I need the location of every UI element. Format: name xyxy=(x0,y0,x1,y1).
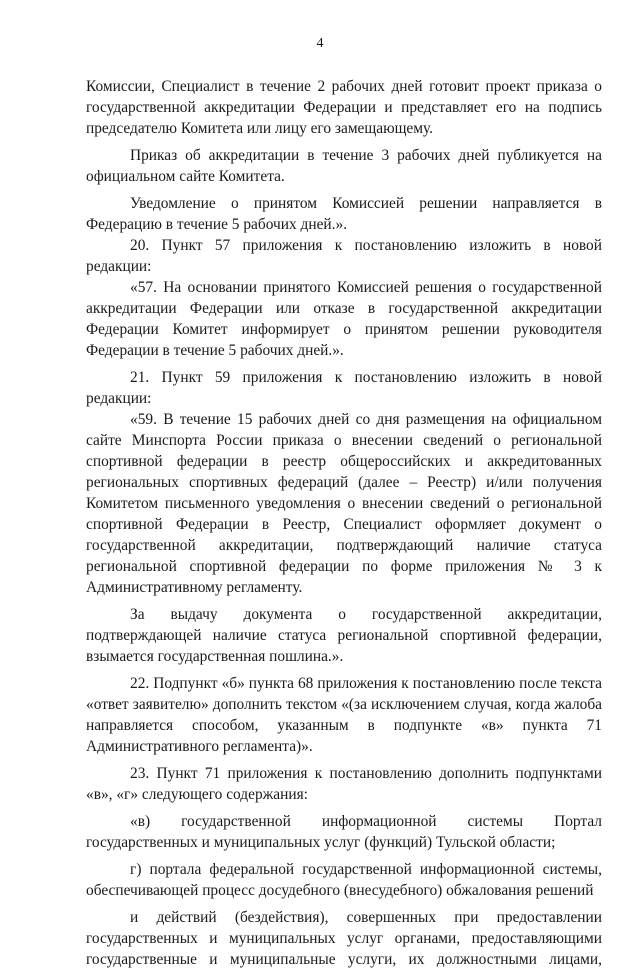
paragraph: «59. В течение 15 рабочих дней со дня размещения на официальном сайте Минспорта России приказа о внесении сведений о региональной спортивной федерации в реестр общероссийских и аккредитованных региональных спортивных федераций (далее – Реестр) и/или получения Комитетом письменного уведомления о внесении сведений о региональной спортивной Федерации в Реестр, Специалист оформляет документ о государственной аккредитации, подтверждающий наличие статуса региональной спортивной федерации по форме приложения № 3 к Административному регламенту. xyxy=(86,411,602,596)
paragraph: г) портала федеральной государственной информационной системы, обеспечивающей процесс досудебного (внесудебного) обжалования решений xyxy=(86,861,602,899)
paragraph: За выдачу документа о государственной аккредитации, подтверждающей наличие статуса региональной спортивной федерации, взымается государственная пошлина.». xyxy=(86,606,602,665)
document-body xyxy=(86,76,602,970)
page-number: 4 xyxy=(316,36,324,51)
paragraph: 22. Подпункт «б» пункта 68 приложения к постановлению после текста «ответ заявителю» дополнить текстом «(за исключением случая, когда жалоба направляется способом, указанным в подпункте «в» пункта 71 Административного регламента)». xyxy=(86,675,602,755)
paragraph: и действий (бездействия), совершенных при предоставлении государственных и муниципальных услуг органами, предоставляющими государственные и муниципальные услуги, их должностными лицами, xyxy=(86,909,602,968)
paragraph: Уведомление о принятом Комиссией решении направляется в Федерацию в течение 5 рабочих дней.». xyxy=(86,195,602,233)
paragraph: 21. Пункт 59 приложения к постановлению изложить в новой редакции: xyxy=(86,369,602,407)
paragraph: «в) государственной информационной системы Портал государственных и муниципальных услуг (функций) Тульской области; xyxy=(86,813,602,851)
paragraph: 23. Пункт 71 приложения к постановлению дополнить подпунктами «в», «г» следующего содержания: xyxy=(86,765,602,803)
paragraph: «57. На основании принятого Комиссией решения о государственной аккредитации Федерации или отказе в государственной аккредитации Федерации Комитет информирует о принятом решении руководителя Федерации в течение 5 рабочих дней.». xyxy=(86,279,602,359)
paragraph: Комиссии, Специалист в течение 2 рабочих дней готовит проект приказа о государственной аккредитации Федерации и представляет его на подпись председателю Комитета или лицу его замещающему. xyxy=(86,78,602,137)
paragraph: Приказ об аккредитации в течение 3 рабочих дней публикуется на официальном сайте Комитета. xyxy=(86,147,602,185)
paragraph: 20. Пункт 57 приложения к постановлению изложить в новой редакции: xyxy=(86,237,602,275)
